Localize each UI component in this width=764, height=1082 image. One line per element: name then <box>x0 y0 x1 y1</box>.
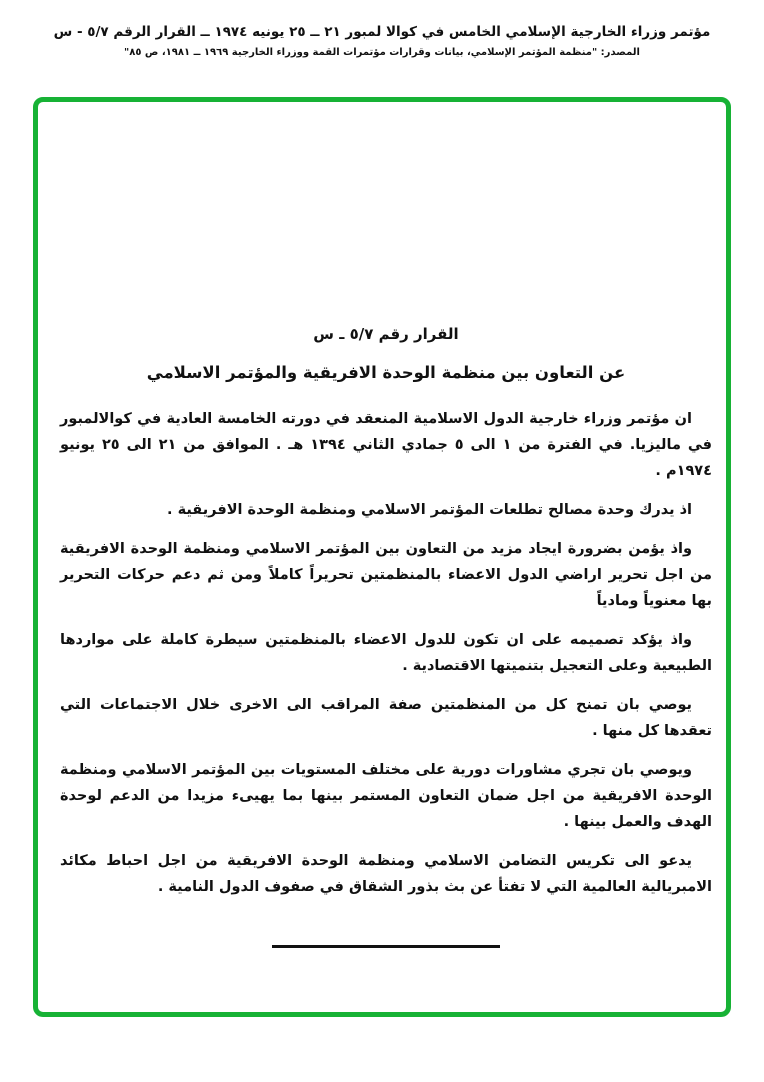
source-citation-line: مؤتمر وزراء الخارجية الإسلامي الخامس في كوالا لمبور ٢١ ــ ٢٥ يونيه ١٩٧٤ ــ القرار الرقم ٥/٧ - س <box>53 24 711 40</box>
paragraph-affirming: واذ يؤكد تصميمه على ان تكون للدول الاعضاء بالمنظمتين سيطرة كاملة على مواردها الطبيعية وعلى التعجيل بتنميتها الاقتصادية . <box>60 632 712 674</box>
end-divider <box>272 945 500 948</box>
source-reference-line: المصدر: "منظمة المؤتمر الإسلامي، بيانات وقرارات مؤتمرات القمة ووزراء الخارجية ١٩٦٩ ــ ١٩٨١، ص ٨٥" <box>124 47 640 58</box>
document-frame <box>33 97 731 1017</box>
source-header <box>0 24 764 58</box>
paragraph-recognizing: اذ يدرك وحدة مصالح تطلعات المؤتمر الاسلامي ومنظمة الوحدة الافريقية . <box>167 502 692 518</box>
document-title: عن التعاون بين منظمة الوحدة الافريقية والمؤتمر الاسلامي <box>146 363 626 382</box>
paragraph-call-solidarity: يدعو الى تكريس التضامن الاسلامي ومنظمة الوحدة الافريقية من اجل احباط مكائد الامبريالية العالمية التي لا تفتأ عن بث بذور الشقاق في صفوف الدول النامية . <box>60 853 712 895</box>
paragraph-recommendation-consultations: ويوصي بان تجري مشاورات دورية على مختلف المستويات بين المؤتمر الاسلامي ومنظمة الوحدة الافريقية من اجل ضمان التعاون المستمر بينها بما يهيىء مزيدا من الدعم لوحدة الهدف والعمل بينها . <box>60 762 712 830</box>
paragraph-believing: واذ يؤمن بضرورة ايجاد مزيد من التعاون بين المؤتمر الاسلامي ومنظمة الوحدة الافريقية من اجل تحرير اراضي الدول الاعضاء بالمنظمتين تحريراً كاملاً ومن ثم دعم حركات التحرير بها معنوياً ومادياً <box>60 541 712 609</box>
paragraph-recommendation-observer: يوصي بان تمنح كل من المنظمتين صفة المراقب الى الاخرى خلال الاجتماعات التي تعقدها كل منها . <box>60 697 712 739</box>
paragraph-preamble: ان مؤتمر وزراء خارجية الدول الاسلامية المنعقد في دورته الخامسة العادية في كوالالمبور في ماليزيا. في الفترة من ١ الى ٥ جمادي الثاني ١٣٩٤ هـ . الموافق من ٢١ الى ٢٥ يونيو ١٩٧٤م . <box>60 411 713 479</box>
resolution-number: القرار رقم ٥/٧ ـ س <box>313 325 459 343</box>
document-page <box>38 324 726 948</box>
